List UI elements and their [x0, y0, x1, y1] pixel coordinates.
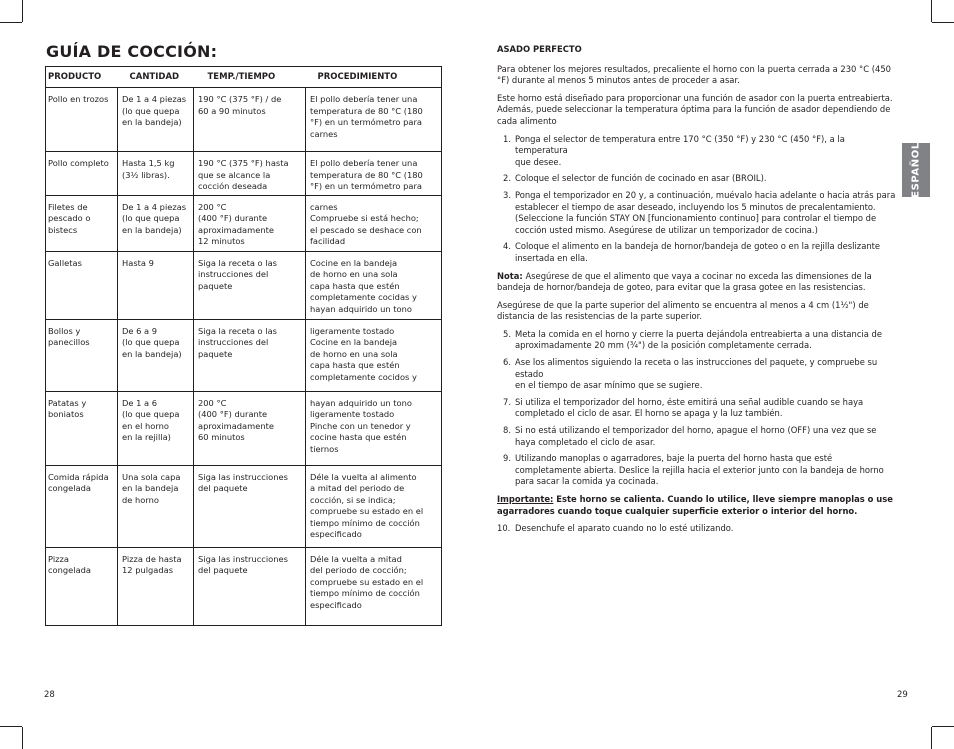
table-row — [46, 251, 442, 319]
step-text: Desenchufe el aparato cuando no lo esté utilizando. — [515, 523, 734, 534]
table-row — [46, 195, 442, 251]
cell-procedimiento: El pollo debería tener una temperatura de 80 °C (180 °F) en un termómetro para carnes — [310, 94, 423, 139]
steps-list — [497, 523, 897, 535]
step-text: Coloque el alimento en la bandeja de hornor/bandeja de goteo o en la rejilla deslizante insertada en ella. — [515, 241, 881, 263]
column-header: PRODUCTO — [46, 67, 118, 88]
table-row — [46, 547, 442, 625]
step-text: Meta la comida en el horno y cierre la puerta dejándola entreabierta a una distancia de aproximadamente 20 mm (¾") de la posición completamente cerrada. — [515, 328, 883, 351]
steps-list — [497, 329, 897, 488]
list-item — [497, 357, 897, 392]
cell-temp: Siga la receta o las instrucciones del paquete — [198, 257, 277, 291]
cell-procedimiento: carnes Compruebe si está hecho; el pescado se deshace con facilidad — [310, 201, 422, 246]
cell-producto: Comida rápida congelada — [48, 471, 109, 493]
cell-procedimiento: hayan adquirido un tono ligeramente tostado Pinche con un tenedor y cocine hasta que estén tiernos — [310, 397, 412, 454]
list-item — [497, 397, 897, 420]
step-text: Utilizando manoplas o agarradores, baje la puerta del horno hasta que esté completamente abierta. Deslice la rejilla hacia el exterior junto con la bandeja de horno para sacar la comida ya cocinada. — [515, 453, 884, 487]
crop-mark — [22, 727, 23, 749]
cell-producto: Pollo completo — [48, 158, 109, 168]
column-header: PROCEDIMIENTO — [306, 67, 442, 88]
cell-temp: 200 °C (400 °F) durante aproximadamente 60 minutos — [198, 397, 274, 442]
important-label: Importante: — [497, 494, 554, 504]
step-number: 3. — [503, 189, 511, 200]
step-text: Ponga el selector de temperatura entre 170 °C (350 °F) y 230 °C (450 °F), a la temperatura que desee. — [515, 133, 845, 167]
page-title: GUÍA DE COCCIÓN: — [46, 42, 218, 61]
cell-cantidad: Una sola capa en la bandeja de horno — [122, 471, 181, 505]
crop-mark — [0, 22, 22, 23]
cell-cantidad: De 6 a 9 (lo que quepa en la bandeja) — [122, 325, 182, 359]
cell-producto: Patatas y boniatos — [48, 397, 87, 419]
cell-procedimiento: Cocine en la bandeja de horno en una sola capa hasta que estén completamente cocidas y hayan adquirido un tono — [310, 257, 417, 314]
list-item — [497, 173, 897, 185]
cell-producto: Galletas — [48, 257, 82, 268]
step-number: 1. — [503, 133, 511, 144]
list-item — [497, 453, 897, 488]
cell-temp: Siga la receta o las instrucciones del paquete — [198, 325, 277, 359]
table-row — [46, 88, 442, 152]
table-row — [46, 319, 442, 391]
cell-procedimiento: El pollo debería tener una temperatura de 80 °C (180 °F) en un termómetro para — [310, 158, 423, 191]
step-number: 4. — [503, 241, 511, 252]
language-tab-label: ESPAÑOL — [910, 142, 922, 198]
step-number: 6. — [503, 357, 511, 368]
list-item — [497, 329, 897, 352]
paragraph: Asegúrese de que la parte superior del alimento se encuentra al menos a 4 cm (1½") de distancia de las resistencias de la parte superior. — [497, 299, 869, 322]
cell-procedimiento: Déle la vuelta al alimento a mitad del periodo de cocción, si se indica; compruebe su estado en el tiempo mínimo de cocción especificado — [310, 471, 424, 539]
table-header-row — [46, 67, 442, 88]
cell-cantidad: Hasta 1,5 kg (3½ libras). — [122, 158, 175, 180]
note-paragraph — [497, 271, 897, 294]
table-row — [46, 391, 442, 465]
cell-temp: Siga las instrucciones del paquete — [198, 471, 288, 493]
cooking-guide-table — [45, 66, 442, 626]
language-tab — [902, 143, 930, 197]
step-text: Si utiliza el temporizador del horno, éste emitirá una señal audible cuando se haya completado el ciclo de asar. El horno se apaga y la luz también. — [515, 396, 864, 419]
step-number: 10. — [497, 523, 511, 534]
cell-temp: 190 °C (375 °F) / de 60 a 90 minutos — [198, 94, 282, 116]
cell-procedimiento: ligeramente tostado Cocine en la bandeja de horno en una sola capa hasta que estén completamente cocidos y — [310, 325, 417, 382]
crop-mark — [931, 727, 932, 749]
step-text: Coloque el selector de función de cocinado en asar (BROIL). — [515, 173, 767, 184]
step-number: 5. — [503, 328, 511, 339]
cell-temp: 190 °C (375 °F) hasta que se alcance la cocción deseada — [198, 158, 289, 191]
cell-cantidad: Pizza de hasta 12 pulgadas — [122, 553, 182, 575]
important-text: Este horno se calienta. Cuando lo utilice, lleve siempre manoplas o use agarradores cuando toque cualquier superficie exterior o interior del horno. — [497, 494, 893, 516]
cell-cantidad: De 1 a 4 piezas (lo que quepa en la bandeja) — [122, 201, 187, 235]
crop-mark — [932, 726, 954, 727]
cell-producto: Filetes de pescado o bistecs — [48, 201, 91, 235]
table-row — [46, 152, 442, 196]
page-number-right: 29 — [897, 690, 908, 700]
column-header: TEMP./TIEMPO — [194, 67, 306, 88]
list-item — [497, 241, 897, 264]
step-number: 8. — [503, 425, 511, 436]
step-number: 2. — [503, 173, 511, 184]
table-row — [46, 465, 442, 547]
paragraph: Este horno está diseñado para proporcionar una función de asador con la puerta entreabierta. Además, puede seleccionar la temperatura óptima para la función de asador dependiendo de cada alimento — [497, 92, 893, 126]
step-text: Ase los alimentos siguiendo la receta o las instrucciones del paquete, y compruebe su estado en el tiempo de asar mínimo que se sugiere. — [515, 357, 878, 391]
page-number-left: 28 — [44, 690, 55, 700]
cell-cantidad: De 1 a 6 (lo que quepa en el horno en la rejilla) — [122, 397, 180, 442]
crop-mark — [22, 0, 23, 22]
list-item — [497, 190, 897, 236]
cell-temp: 200 °C (400 °F) durante aproximadamente 12 minutos — [198, 201, 274, 246]
cell-temp: Siga las instrucciones del paquete — [198, 553, 288, 575]
step-text: Si no está utilizando el temporizador del horno, apague el horno (OFF) una vez que se haya completado el ciclo de asar. — [515, 425, 877, 447]
crop-mark — [932, 22, 954, 23]
crop-mark — [931, 0, 932, 22]
broil-instructions — [497, 44, 897, 541]
step-text: Ponga el temporizador en 20 y, a continuación, muévalo hacia adelante o hacia atrás para establecer el tiempo de asar deseado, incluyendo los 5 minutos de precalentamiento. (Seleccione la función STAY ON [funcionamiento continuo] para controlar el tiempo de cocción usted mismo. Asegúrese de utilizar un temporizador de cocina.) — [515, 189, 896, 235]
column-header: CANTIDAD — [118, 67, 194, 88]
list-item — [497, 134, 897, 169]
cell-producto: Bollos y panecillos — [48, 325, 90, 347]
cell-producto: Pollo en trozos — [48, 94, 109, 104]
note-label: Nota: — [497, 270, 523, 281]
step-number: 9. — [503, 453, 511, 464]
list-item — [497, 425, 897, 448]
cell-cantidad: De 1 a 4 piezas (lo que quepa en la bandeja) — [122, 94, 187, 127]
cell-producto: Pizza congelada — [48, 553, 92, 575]
step-number: 7. — [503, 396, 511, 407]
cell-cantidad: Hasta 9 — [122, 257, 154, 268]
important-paragraph — [497, 494, 897, 517]
section-title: ASADO PERFECTO — [497, 44, 582, 54]
steps-list — [497, 134, 897, 265]
list-item — [497, 523, 897, 535]
note-text: Asegúrese de que el alimento que vaya a cocinar no exceda las dimensiones de la bandeja de hornor/bandeja de goteo, para evitar que la grasa gotee en las resistencias. — [497, 270, 872, 293]
paragraph: Para obtener los mejores resultados, precaliente el horno con la puerta cerrada a 230 °C (450 °F) durante al menos 5 minutos antes de proceder a asar. — [497, 63, 892, 86]
crop-mark — [0, 726, 22, 727]
cell-procedimiento: Déle la vuelta a mitad del periodo de cocción; compruebe su estado en el tiempo mínimo de cocción especificado — [310, 553, 424, 610]
